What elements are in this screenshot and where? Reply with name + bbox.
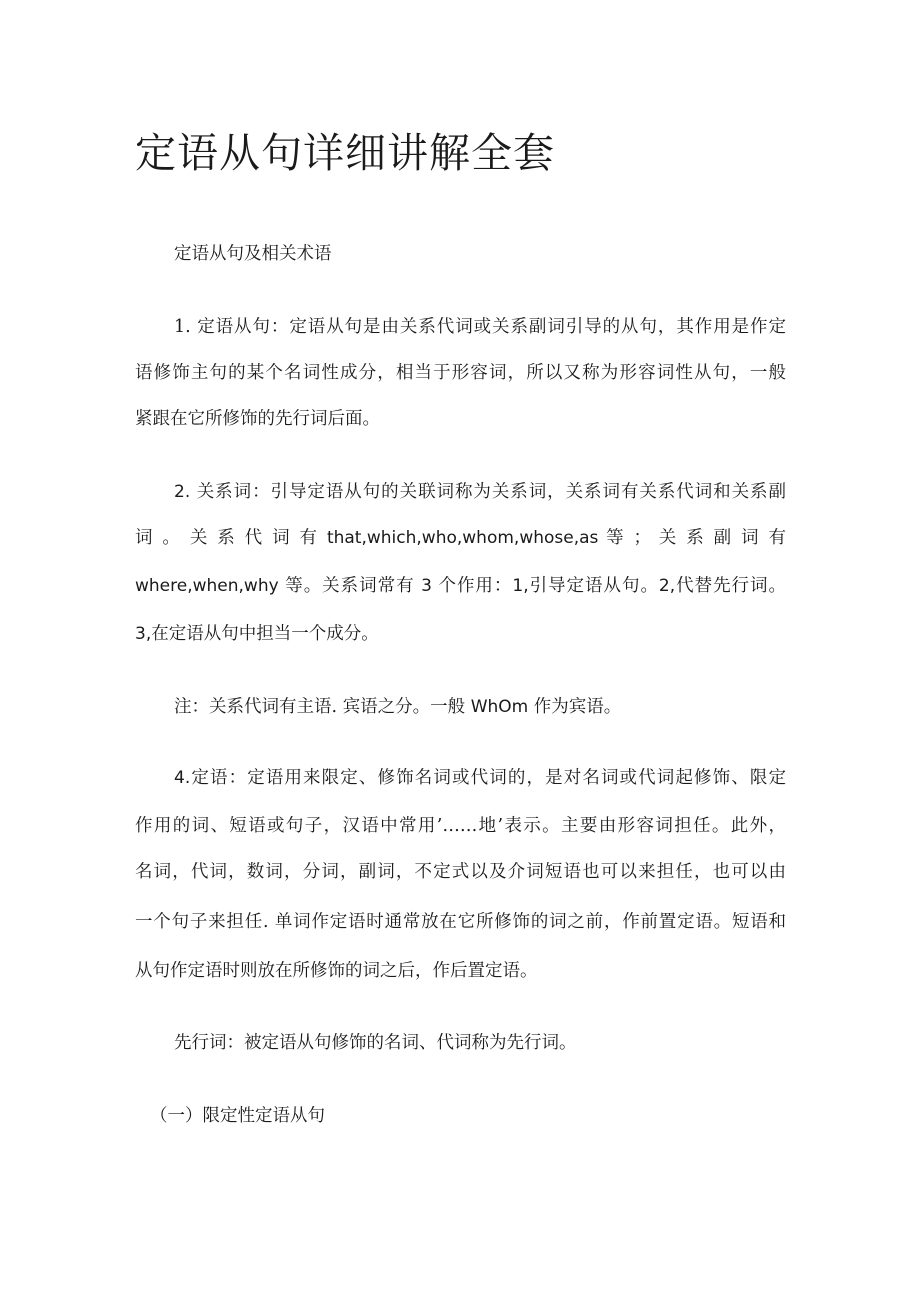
p2-relative-adverbs: where,when,why	[135, 576, 279, 596]
p4-line-5: 从句作定语时则放在所修饰的词之后，作后置定语。	[135, 961, 538, 981]
p2-line-3-b: 等。关系词常有	[278, 576, 422, 596]
note-c: 作为宾语。	[528, 697, 622, 717]
p2-item-3: 在定语从句中担当一个成分。	[151, 624, 379, 644]
p2-line-3-d: 个作用：	[431, 576, 513, 596]
p4-line-1	[174, 763, 786, 793]
p2-line-2-a: 词 。 关 系 代 词 有	[135, 528, 327, 548]
p4-number: 4.	[174, 768, 191, 788]
p2-line-2-c: 等 ； 关 系 副 词 有	[598, 528, 786, 548]
p2-item-1: 引导定语从句。	[528, 576, 659, 596]
p4-line-3: 名词，代词，数词，分词，副词，不定式以及介词短语也可以来担任，也可以由	[135, 862, 786, 882]
p1-line-2: 语修饰主句的某个名词性成分，相当于形容词，所以又称为形容词性从句，一般	[135, 363, 786, 383]
p1-line-3: 紧跟在它所修饰的先行词后面。	[135, 409, 380, 429]
p2-item-1-num: 1,	[512, 576, 529, 596]
p2-line-4	[135, 619, 786, 649]
p2-item-2-num: 2,	[658, 576, 676, 596]
p2-item-2: 代替先行词。	[675, 576, 787, 596]
page-title: 定语从句详细讲解全套	[135, 129, 555, 177]
p2-line-1	[174, 477, 786, 507]
section-heading-restrictive: （一）限定性定语从句	[150, 1106, 325, 1126]
p2-item-3-num: 3,	[135, 624, 152, 644]
p2-relative-pronouns: that,which,who,whom,whose,as	[326, 528, 599, 548]
note-a: 注：关系代词有主语. 宾语之分。一般	[174, 697, 471, 717]
antecedent-definition: 先行词：被定语从句修饰的名词、代词称为先行词。	[174, 1033, 577, 1053]
p4-line-4: 一个句子来担任. 单词作定语时通常放在它所修饰的词之前，作前置定语。短语和	[135, 912, 786, 932]
p2-line-1-text: 关系词：引导定语从句的关联词称为关系词，关系词有关系代词和关系副	[190, 482, 786, 502]
p4-line-1-text: 定语：定语用来限定、修饰名词或代词的，是对名词或代词起修饰、限定	[190, 768, 786, 788]
p2-number: 2.	[174, 482, 191, 502]
p4-line-2: 作用的词、短语或句子，汉语中常用’……地’表示。主要由形容词担任。此外，	[135, 816, 786, 836]
p1-line-1: 1. 定语从句：定语从句是由关系代词或关系副词引导的从句，其作用是作定	[174, 317, 786, 337]
p2-line-3	[135, 571, 786, 601]
p2-line-2	[135, 523, 786, 553]
note-whom: WhOm	[470, 697, 529, 717]
p2-count: 3	[421, 576, 432, 596]
section-subtitle: 定语从句及相关术语	[174, 244, 332, 264]
note-line	[174, 692, 786, 722]
